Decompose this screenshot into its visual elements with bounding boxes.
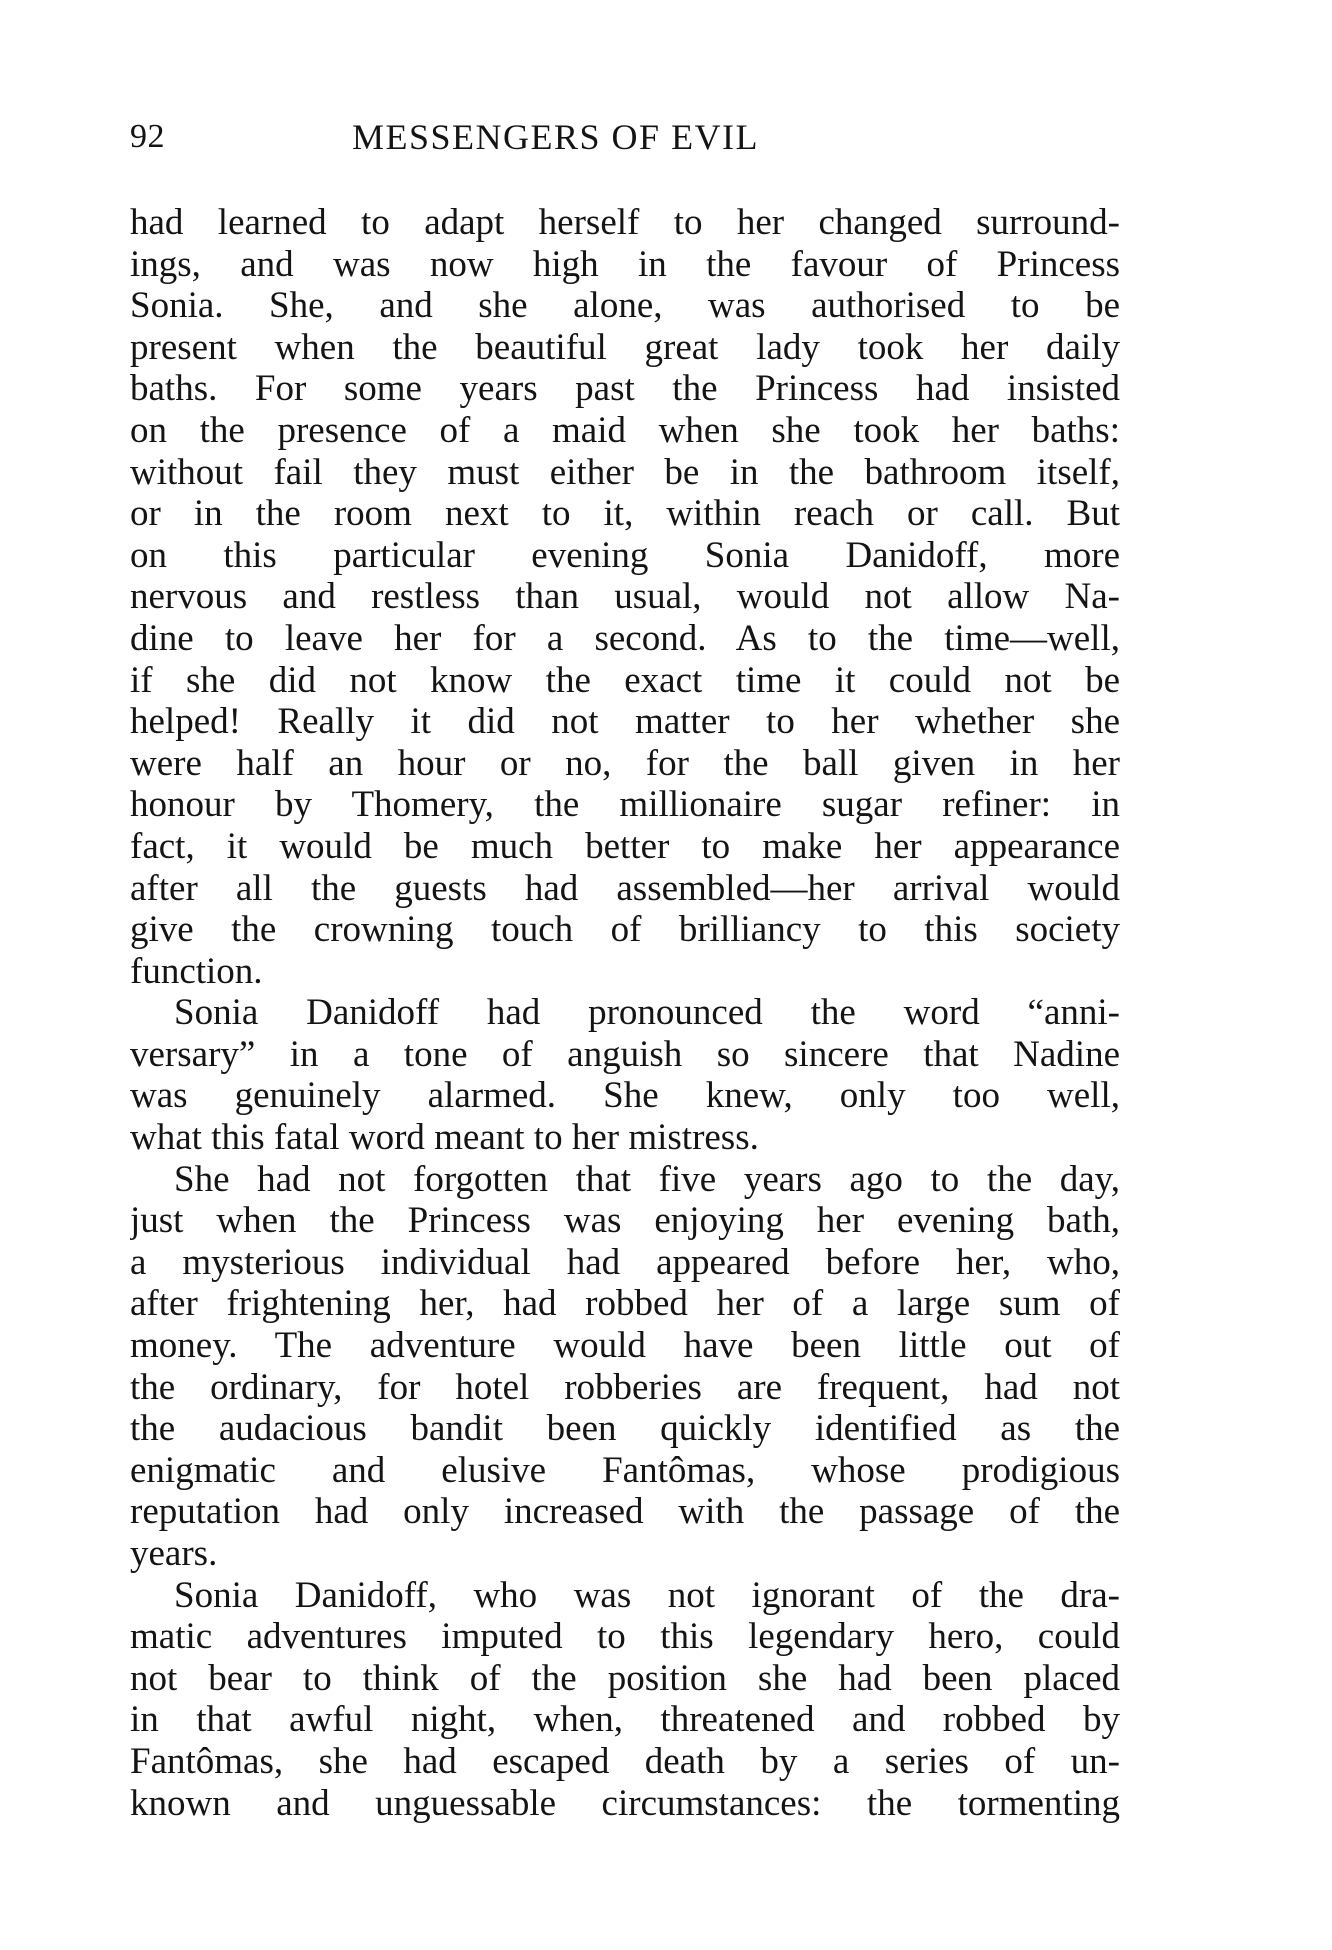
text-line: helped! Really it did not matter to her whether she (130, 701, 1120, 743)
text-line: money. The adventure would have been little out of (130, 1325, 1120, 1367)
text-line: matic adventures imputed to this legendary hero, could (130, 1616, 1120, 1658)
text-line: after frightening her, had robbed her of a large sum of (130, 1283, 1120, 1325)
text-line: or in the room next to it, within reach or call. But (130, 493, 1120, 535)
text-line: Sonia. She, and she alone, was authorised to be (130, 285, 1120, 327)
text-line: baths. For some years past the Princess had insisted (130, 368, 1120, 410)
text-line: after all the guests had assembled—her arrival would (130, 867, 1120, 909)
paragraph-start-line: Sonia Danidoff, who was not ignorant of the dra- (174, 1574, 1120, 1616)
text-line: just when the Princess was enjoying her evening bath, (130, 1200, 1120, 1242)
text-line: ings, and was now high in the favour of Princess (130, 243, 1120, 285)
paragraph-start-line: She had not forgotten that five years ago to the day, (174, 1158, 1120, 1200)
text-line: the audacious bandit been quickly identified as the (130, 1408, 1120, 1450)
text-line: versary” in a tone of anguish so sincere that Nadine (130, 1033, 1120, 1075)
text-line: on this particular evening Sonia Danidoff, more (130, 534, 1120, 576)
text-line: a mysterious individual had appeared before her, who, (130, 1241, 1120, 1283)
text-line: known and unguessable circumstances: the tormenting (130, 1782, 1120, 1824)
page-number: 92 (130, 118, 165, 155)
page-header (130, 112, 1130, 162)
text-line: nervous and restless than usual, would not allow Na- (130, 576, 1120, 618)
text-line: enigmatic and elusive Fantômas, whose prodigious (130, 1449, 1120, 1491)
text-line: the ordinary, for hotel robberies are frequent, had not (130, 1366, 1120, 1408)
text-line: on the presence of a maid when she took her baths: (130, 409, 1120, 451)
text-line: present when the beautiful great lady took her daily (130, 326, 1120, 368)
text-line: without fail they must either be in the bathroom itself, (130, 451, 1120, 493)
text-line: had learned to adapt herself to her changed surround- (130, 202, 1120, 243)
running-title: MESSENGERS OF EVIL (352, 117, 760, 157)
paragraph-end-line: what this fatal word meant to her mistress. (130, 1117, 759, 1159)
paragraph-end-line: function. (130, 950, 263, 992)
text-line: not bear to think of the position she had been placed (130, 1657, 1120, 1699)
text-line: Fantômas, she had escaped death by a series of un- (130, 1740, 1120, 1782)
paragraph-start-line: Sonia Danidoff had pronounced the word “anni- (174, 992, 1120, 1034)
text-line: give the crowning touch of brilliancy to this society (130, 909, 1120, 951)
text-line: if she did not know the exact time it could not be (130, 659, 1120, 701)
text-line: were half an hour or no, for the ball given in her (130, 742, 1120, 784)
text-line: fact, it would be much better to make her appearance (130, 825, 1120, 867)
body-text (130, 202, 1120, 1824)
paragraph-end-line: years. (130, 1533, 218, 1574)
text-line: reputation had only increased with the passage of the (130, 1491, 1120, 1533)
text-line: was genuinely alarmed. She knew, only too well, (130, 1075, 1120, 1117)
text-line: dine to leave her for a second. As to the time—well, (130, 617, 1120, 659)
text-line: in that awful night, when, threatened and robbed by (130, 1699, 1120, 1741)
text-line: honour by Thomery, the millionaire sugar refiner: in (130, 784, 1120, 826)
